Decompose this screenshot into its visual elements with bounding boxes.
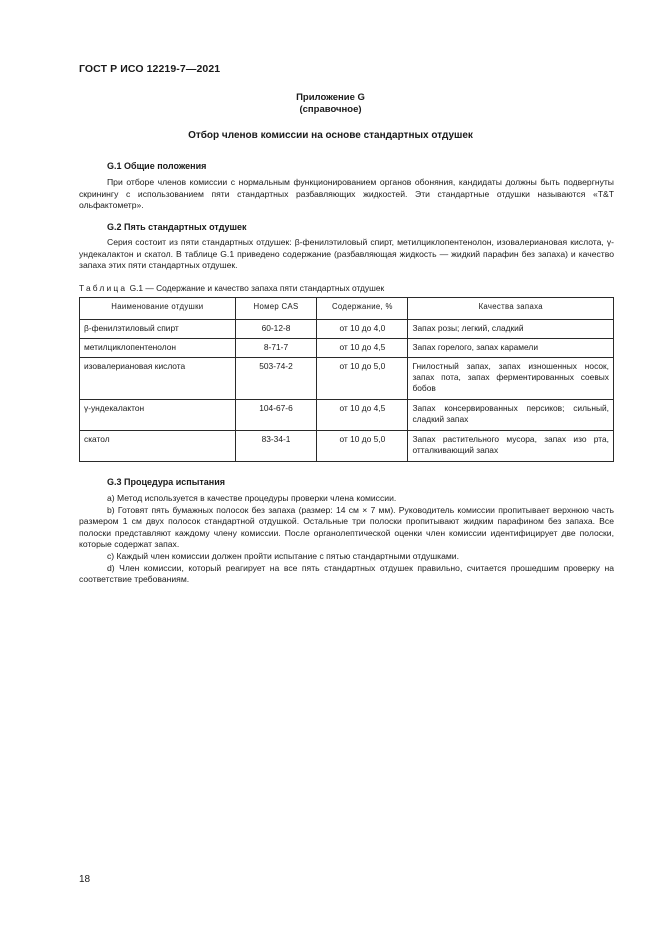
appendix-label: Приложение G xyxy=(296,92,365,103)
appendix-heading xyxy=(0,92,661,116)
cell-content: от 10 до 4,5 xyxy=(317,339,408,358)
header-cas: Номер CAS xyxy=(235,298,316,320)
list-item-text: d) Член комиссии, который реагирует на все пять стандартных отдушек правильно, считается прошедшим проверку на соответствие требованиям. xyxy=(79,562,614,585)
table-header-row xyxy=(80,298,614,320)
cell-name: скатол xyxy=(80,431,236,462)
cell-content: от 10 до 5,0 xyxy=(317,358,408,400)
section-g2-body: Серия состоит из пяти стандартных отдушек: β-фенилэтиловый спирт, метилциклопентенолон, изовалериановая кислота, γ-ундекалактон и скатол. В таблице G.1 приведено содержание (разбавляющая жидкость — жидкий парафин без запаха) и качество запаха этих пяти стандартных отдушек. xyxy=(79,237,614,271)
cell-cas: 104-67-6 xyxy=(235,400,316,431)
header-quality: Качества запаха xyxy=(408,298,614,320)
list-item xyxy=(79,551,614,563)
section-g1-heading: G.1 Общие положения xyxy=(107,161,207,171)
table-row xyxy=(80,400,614,431)
list-item xyxy=(79,563,614,586)
table-caption xyxy=(79,283,384,293)
table-caption-text: G.1 — Содержание и качество запаха пяти стандартных отдушек xyxy=(129,283,385,293)
cell-content: от 10 до 4,5 xyxy=(317,400,408,431)
cell-quality: Запах горелого, запах карамели xyxy=(408,339,614,358)
cell-content: от 10 до 5,0 xyxy=(317,431,408,462)
appendix-type: (справочное) xyxy=(299,104,362,115)
cell-content: от 10 до 4,0 xyxy=(317,320,408,339)
list-item-text: а) Метод используется в качестве процедуры проверки члена комиссии. xyxy=(107,493,397,503)
cell-cas: 8-71-7 xyxy=(235,339,316,358)
cell-name: γ-ундекалактон xyxy=(80,400,236,431)
section-g3-heading: G.3 Процедура испытания xyxy=(107,477,226,487)
table-row xyxy=(80,320,614,339)
header-content: Содержание, % xyxy=(317,298,408,320)
list-item xyxy=(79,493,614,505)
cell-cas: 503-74-2 xyxy=(235,358,316,400)
cell-quality: Запах розы; легкий, сладкий xyxy=(408,320,614,339)
table-row xyxy=(80,431,614,462)
cell-cas: 83-34-1 xyxy=(235,431,316,462)
list-item-text: с) Каждый член комиссии должен пройти испытание с пятью стандартными отдушками. xyxy=(107,550,459,561)
section-g3-list xyxy=(79,493,614,586)
list-item xyxy=(79,505,614,551)
list-item-text: b) Готовят пять бумажных полосок без запаха (размер: 14 см × 7 мм). Руководитель комиссии пропитывает верхнюю часть размером 1 см двух полосок стандартной отдушкой. Остальные три полоски пропитывают жидким парафином без запаха. Все полоски представляют каждому члену комиссии. После органолептической оценки член комиссии идентифицирует две полоски, которые содержат запах. xyxy=(79,504,614,550)
table-caption-prefix: Таблица xyxy=(79,283,128,293)
cell-name: изовалериановая кислота xyxy=(80,358,236,400)
cell-quality: Запах растительного мусора, запах изо рта, отталкивающий запах xyxy=(408,431,614,462)
table-row xyxy=(80,358,614,400)
page-number: 18 xyxy=(79,874,91,885)
section-g1-body: При отборе членов комиссии с нормальным функционированием органов обоняния, кандидаты должны быть подвергнуты скринингу с использованием пяти стандартных разбавляющих жидкостей. Эти стандартные отдушки называются «T&T ольфактометр». xyxy=(79,177,614,211)
table-row xyxy=(80,339,614,358)
cell-quality: Запах консервированных персиков; сильный, сладкий запах xyxy=(408,400,614,431)
cell-name: β-фенилэтиловый спирт xyxy=(80,320,236,339)
odorant-table xyxy=(79,297,614,462)
header-name: Наименование отдушки xyxy=(80,298,236,320)
document-code: ГОСТ Р ИСО 12219-7—2021 xyxy=(79,63,221,75)
section-g1-text xyxy=(79,177,614,212)
cell-name: метилциклопентенолон xyxy=(80,339,236,358)
cell-quality: Гнилостный запах, запах изношенных носок, запах пота, запах ферментированных соевых бобов xyxy=(408,358,614,400)
section-g2-heading: G.2 Пять стандартных отдушек xyxy=(107,222,247,232)
cell-cas: 60-12-8 xyxy=(235,320,316,339)
section-g2-text xyxy=(79,237,614,272)
appendix-title: Отбор членов комиссии на основе стандартных отдушек xyxy=(188,130,473,141)
